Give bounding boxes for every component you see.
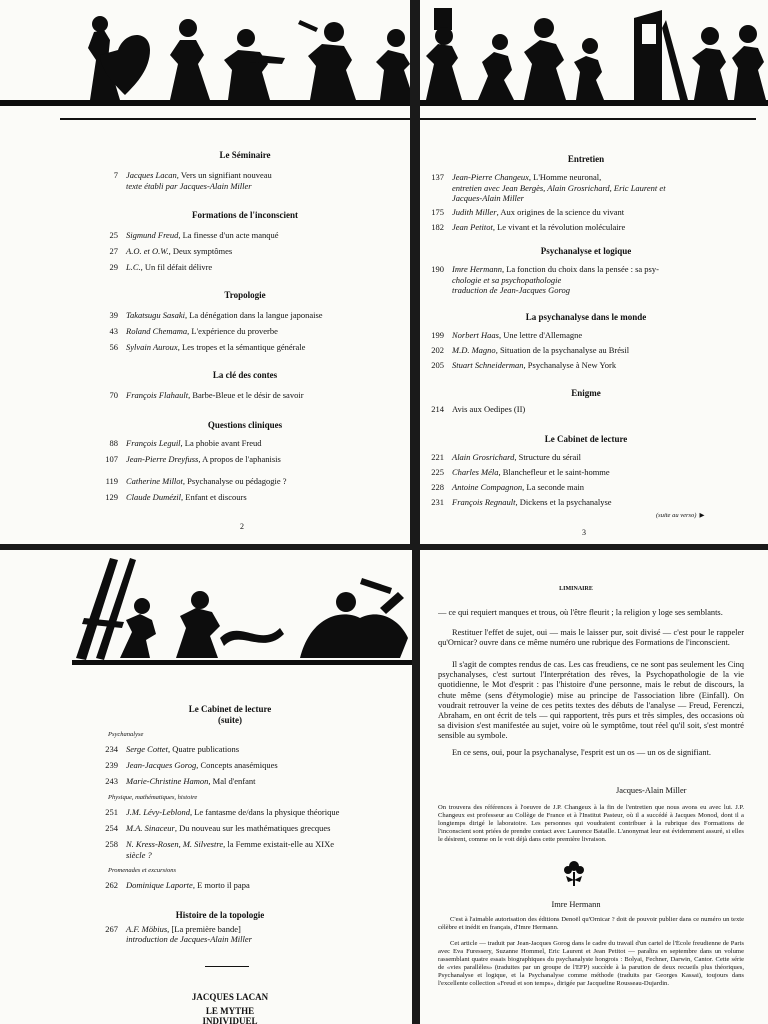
toc-page-number: 225	[431, 467, 444, 477]
group-label: Promenades et excursions	[108, 867, 176, 874]
toc-entry	[418, 360, 616, 370]
toc-entry	[92, 760, 278, 770]
toc-author: Jean-Jacques Gorog	[126, 760, 197, 770]
group-label: Physique, mathématiques, histoire	[108, 794, 198, 801]
toc-author: A.F. Möbius	[126, 924, 168, 934]
toc-entry	[92, 823, 330, 833]
toc-entry-line: texte établi par Jacques-Alain Miller	[126, 181, 252, 191]
toc-author: Charles Méla	[452, 467, 499, 477]
toc-title: Deux symptômes	[172, 246, 233, 256]
toc-entry-text: Antoine Compagnon, La seconde main	[452, 482, 584, 492]
toc-author: Catherine Millot	[126, 476, 183, 486]
toc-entry	[92, 246, 232, 256]
toc-page-number: 175	[431, 207, 444, 217]
toc-page-number: 243	[105, 776, 118, 786]
section-heading: Entretien	[567, 154, 605, 164]
toc-entry-text	[452, 404, 525, 414]
toc-page-number: 239	[105, 760, 118, 770]
toc-author: Serge Cottet	[126, 744, 168, 754]
toc-title: La fonction du choix dans la pensée : sa psy-	[506, 264, 659, 274]
toc-entry	[92, 492, 247, 502]
toc-entry	[92, 390, 304, 400]
toc-page-number: 228	[431, 482, 444, 492]
page-right-bottom	[416, 548, 768, 1024]
toc-entry	[92, 476, 287, 486]
toc-entry	[92, 262, 212, 272]
toc-entry-text: François Regnault, Dickens et la psychanalyse	[452, 497, 612, 507]
toc-author: Sylvain Auroux	[126, 342, 178, 352]
toc-title: Quatre publications	[172, 744, 240, 754]
toc-author: Jean Petitot	[452, 222, 493, 232]
section-heading: La psychanalyse dans le monde	[525, 312, 647, 322]
flower-ornament	[562, 858, 586, 890]
toc-entry-text: Catherine Millot, Psychanalyse ou pédagogie ?	[126, 476, 287, 486]
toc-page-number: 258	[105, 839, 118, 849]
toc-entry-line: traduction de Jean-Jacques Gorog	[452, 285, 570, 295]
toc-page-number: 129	[105, 492, 118, 502]
section-heading: Le Séminaire	[219, 150, 271, 160]
section-heading: Questions cliniques	[207, 420, 283, 430]
toc-page-number: 202	[431, 345, 444, 355]
toc-title: Enfant et discours	[185, 492, 247, 502]
toc-entry-text: Marie-Christine Hamon, Mal d'enfant	[126, 776, 256, 786]
toc-author: Claude Dumézil	[126, 492, 182, 502]
toc-entry-text: Alain Grosrichard, Structure du sérail	[452, 452, 581, 462]
toc-entry	[418, 207, 624, 217]
group-label: Psychanalyse	[108, 731, 144, 738]
toc-title: Les tropes et la sémantique générale	[181, 342, 306, 352]
toc-entry-text: Roland Chemama, L'expérience du proverbe	[126, 326, 278, 336]
toc-entry-text: Claude Dumézil, Enfant et discours	[126, 492, 247, 502]
toc-author: François Leguil	[126, 438, 181, 448]
toc-title: Mal d'enfant	[212, 776, 256, 786]
toc-author: N. Kress-Rosen, M. Silvestre	[126, 839, 224, 849]
toc-author: L.C.	[126, 262, 141, 272]
toc-title: Concepts anasémiques	[200, 760, 278, 770]
toc-author: Jean-Pierre Dreyfuss	[126, 454, 199, 464]
toc-entry	[418, 222, 625, 232]
toc-entry-text: Jean-Pierre Dreyfuss, A propos de l'aphanisis	[126, 454, 281, 464]
toc-title: Une lettre d'Allemagne	[503, 330, 583, 340]
toc-title: Aux origines de la science du vivant	[500, 207, 625, 217]
toc-title: La dénégation dans la langue japonaise	[189, 310, 323, 320]
toc-entry-line: Jacques-Alain Miller	[452, 193, 524, 203]
toc-page-number: 199	[431, 330, 444, 340]
continued-note: (suite au verso) ▶	[656, 512, 705, 519]
toc-entry	[92, 326, 278, 336]
toc-page-number: 137	[431, 172, 444, 182]
toc-title: Psychanalyse ou pédagogie ?	[187, 476, 287, 486]
toc-entry-text: J.M. Lévy-Leblond, Le fantasme de/dans la physique théorique	[126, 807, 340, 817]
toc-entry-line: chologie et sa psychopathologie	[452, 275, 562, 285]
toc-page-number: 29	[109, 262, 118, 272]
toc-title: Le vivant et la révolution moléculaire	[497, 222, 626, 232]
toc-entry-text: Imre Hermann, La fonction du choix dans la pensée : sa psy-	[452, 264, 659, 274]
toc-entry	[418, 482, 584, 492]
gutter-vertical	[410, 0, 420, 548]
toc-entry	[418, 264, 659, 274]
section-heading: Le Cabinet de lecture	[544, 434, 628, 444]
toc-page-number: 88	[109, 438, 118, 448]
liminaire-paragraph: — ce qui requiert manques et trous, où l'être fleurit ; la religion y loge ses semblants.	[438, 608, 723, 617]
toc-entry	[92, 342, 305, 352]
toc-entry	[418, 497, 612, 507]
page-number: 3	[582, 528, 586, 537]
section-heading: Le Cabinet de lecture	[188, 704, 272, 714]
toc-page-number: 267	[105, 924, 118, 934]
toc-entry	[418, 330, 582, 340]
liminaire-paragraph: Restituer l'effet de sujet, oui — mais le laisser pur, soit divisé — c'est pour le rappeler qu'Ornicar? ouvre dans ce même numéro une rubrique des Formations de l'inconscient.	[438, 628, 744, 648]
toc-author: François Flahault	[126, 390, 189, 400]
toc-author: Dominique Laporte	[126, 880, 193, 890]
editor-note: On trouvera des références à l'oeuvre de J.P. Changeux à la fin de l'entretien que nous avons eu avec lui. J.P. Changeux est professeur au Collège de France et à l'Institut Pasteur, où il a succédé à Jacques Monod, dont il a longtemps dirigé le laboratoire. Les personnes qui voudraient contribuer à la rubrique des Formations de l'inconscient sont priées de prendre contact avec Laurence Bataille. L'anonymat leur est évidemment assuré, si elles le désirent, comme on le voit déjà dans cette première livraison.	[438, 804, 744, 843]
toc-title: Dickens et la psychanalyse	[519, 497, 612, 507]
toc-title: Situation de la psychanalyse au Brésil	[499, 345, 630, 355]
toc-entry	[92, 438, 262, 448]
toc-entry	[92, 744, 239, 754]
section-heading-topology: Histoire de la topologie	[175, 910, 265, 920]
toc-author: François Regnault	[452, 497, 516, 507]
toc-title: Vers un signifiant nouveau	[180, 170, 272, 180]
toc-title: La phobie avant Freud	[184, 438, 262, 448]
toc-page-number: 119	[105, 476, 118, 486]
book-title-line: LE MYTHE	[205, 1006, 255, 1016]
toc-entry-line: introduction de Jacques-Alain Miller	[126, 934, 252, 944]
toc-entry-text: François Flahault, Barbe-Bleue et le désir de savoir	[126, 390, 304, 400]
toc-entry	[418, 404, 525, 414]
toc-page-number: 221	[431, 452, 444, 462]
toc-page-number: 39	[109, 310, 118, 320]
toc-page-number: 56	[109, 342, 118, 352]
toc-author: Jacques Lacan	[126, 170, 177, 180]
toc-page-number: 231	[431, 497, 444, 507]
toc-entry: 267 A.F. Möbius, [La première bande]	[92, 924, 241, 934]
toc-entry-text: M.D. Magno, Situation de la psychanalyse au Brésil	[452, 345, 630, 355]
toc-author: Jean-Pierre Changeux	[452, 172, 529, 182]
section-heading: La clé des contes	[212, 370, 278, 380]
toc-author: A.O. et O.W.	[126, 246, 169, 256]
toc-page-number: 234	[105, 744, 118, 754]
toc-page-number: 254	[105, 823, 118, 833]
toc-entry-text: Stuart Schneiderman, Psychanalyse à New York	[452, 360, 617, 370]
header-rule	[60, 118, 416, 120]
gutter-horizontal	[0, 544, 768, 550]
toc-entry-text: Norbert Haas, Une lettre d'Allemagne	[452, 330, 583, 340]
toc-entry	[418, 452, 581, 462]
header-rule	[416, 118, 756, 120]
section-label: LIMINAIRE	[559, 586, 593, 592]
hermann-paragraph: C'est à l'aimable autorisation des éditions Denoël qu'Ornicar ? doit de pouvoir publier dans ce numéro un texte célèbre et inédit en français, d'Imre Hermann.	[438, 916, 744, 931]
toc-page-number: 190	[431, 264, 444, 274]
silhouette-frieze-bottom-left	[0, 548, 416, 668]
toc-page-number: 262	[105, 880, 118, 890]
toc-entry	[418, 172, 601, 182]
toc-author: Stuart Schneiderman	[452, 360, 524, 370]
toc-entry-line: siècle ?	[126, 850, 152, 860]
toc-title: Psychanalyse à New York	[527, 360, 617, 370]
toc-entry	[418, 345, 629, 355]
toc-entry	[92, 776, 256, 786]
toc-entry-text: Dominique Laporte, E morto il papa	[126, 880, 250, 890]
book-title-line: INDIVIDUEL	[202, 1016, 258, 1024]
toc-author: M.A. Sinaceur	[126, 823, 175, 833]
book-author: JACQUES LACAN	[191, 992, 269, 1002]
page-right-top	[416, 0, 768, 548]
toc-author: Alain Grosrichard	[452, 452, 515, 462]
toc-page-number: 214	[431, 404, 444, 414]
toc-entry	[92, 839, 334, 849]
toc-entry-text: Jacques Lacan, Vers un signifiant nouveau	[126, 170, 272, 180]
toc-page-number: 70	[109, 390, 118, 400]
toc-author: Antoine Compagnon	[452, 482, 523, 492]
toc-title: L'expérience du proverbe	[191, 326, 278, 336]
toc-entry-text: M.A. Sinaceur, Du nouveau sur les mathématiques grecques	[126, 823, 331, 833]
toc-entry-text: Jean-Pierre Changeux, L'Homme neuronal,	[452, 172, 602, 182]
toc-entry	[92, 807, 339, 817]
gutter-vertical	[412, 548, 420, 1024]
toc-entry-line: entretien avec Jean Bergès, Alain Grosrichard, Eric Laurent et	[452, 183, 666, 193]
toc-entry-text: N. Kress-Rosen, M. Silvestre, la Femme existait-elle au XIXe	[126, 839, 335, 849]
toc-author: Norbert Haas	[452, 330, 499, 340]
toc-entry-text: Takatsugu Sasaki, La dénégation dans la langue japonaise	[126, 310, 323, 320]
toc-title: L'Homme neuronal,	[533, 172, 602, 182]
toc-page-number: 27	[109, 246, 118, 256]
divider	[205, 966, 249, 967]
section-heading: Enigme	[571, 388, 601, 398]
toc-page-number: 182	[431, 222, 444, 232]
toc-page-number: 251	[105, 807, 118, 817]
toc-author: Roland Chemama	[126, 326, 188, 336]
toc-entry-text: Jean-Jacques Gorog, Concepts anasémiques	[126, 760, 278, 770]
toc-page-number: 107	[105, 454, 118, 464]
page-number: 2	[240, 522, 244, 531]
toc-author: Takatsugu Sasaki	[126, 310, 185, 320]
toc-title: Avis aux Oedipes (II)	[452, 404, 526, 414]
toc-title: [La première bande]	[171, 924, 241, 934]
toc-entry-text: Jean Petitot, Le vivant et la révolution moléculaire	[452, 222, 626, 232]
toc-title: A propos de l'aphanisis	[202, 454, 281, 464]
toc-entry-text: Charles Méla, Blanchefleur et le saint-homme	[452, 467, 610, 477]
toc-author: Marie-Christine Hamon	[126, 776, 209, 786]
toc-entry	[92, 454, 281, 464]
toc-title: La finesse d'un acte manqué	[182, 230, 279, 240]
toc-entry-text: Judith Miller, Aux origines de la science du vivant	[452, 207, 625, 217]
section-heading: Formations de l'inconscient	[192, 210, 298, 220]
toc-author: Sigmund Freud	[126, 230, 179, 240]
toc-title: La seconde main	[526, 482, 584, 492]
section-heading: Psychanalyse et logique	[540, 246, 632, 256]
section-title-hermann: Imre Hermann	[551, 900, 601, 909]
toc-title: Structure du sérail	[518, 452, 581, 462]
silhouette-frieze-top-right	[416, 0, 768, 110]
toc-entry-text: L.C., Un fil défait délivre	[126, 262, 213, 272]
toc-entry	[92, 170, 272, 180]
toc-page-number: 25	[109, 230, 118, 240]
toc-entry	[92, 880, 250, 890]
silhouette-frieze-top-left	[0, 0, 416, 110]
toc-page-number: 205	[431, 360, 444, 370]
toc-entry-text: Serge Cottet, Quatre publications	[126, 744, 240, 754]
toc-entry-text: François Leguil, La phobie avant Freud	[126, 438, 262, 448]
liminaire-paragraph: En ce sens, oui, pour la psychanalyse, l'esprit est un os — un os de signifiant.	[452, 748, 711, 757]
section-heading-suite: (suite)	[218, 715, 242, 725]
liminaire-paragraph: Il s'agit de comptes rendus de cas. Les cas freudiens, ce ne sont pas seulement les Cinq psychanalyses, c'est surtout l'Interprétation des rêves, la Psychopathologie de la vie quotidienne, le Mot d'esprit : pas l'histoire d'une personne, mais le rebut de discours, la chute même (sens d'étymologie) mise au principe de l'association libre (Einfall). On voudrait retrouver la veine de ces petits textes des débuts de l'analyse — Freud, Ferenczi, Abraham, en ont écrit de tels — qui rapportent, très purs et très simples, des occasions où sa division s'est manifestée au sujet, voire où le symptôme, tout réel qu'il soit, s'est montré sensible au symbole.	[438, 660, 744, 741]
toc-title: E morto il papa	[197, 880, 250, 890]
toc-entry-text: Sigmund Freud, La finesse d'un acte manqué	[126, 230, 279, 240]
toc-author: J.M. Lévy-Leblond	[126, 807, 190, 817]
toc-title: Du nouveau sur les mathématiques grecques	[179, 823, 331, 833]
toc-entry	[92, 230, 279, 240]
toc-title: Barbe-Bleue et le désir de savoir	[192, 390, 304, 400]
hermann-paragraph: Cet article — traduit par Jean-Jacques Gorog dans le cadre du travail d'un cartel de l'École freudienne de Paris avec Eva Furessery, Suzanne Hommel, Eric Laurent et Jean Petitot — paraîtra en septembre dans un volume rassemblant quatre essais biographiques du psychanalyste hongrois : Bolyai, Fechner, Darwin, Cantor. Cette série de «vies parallèles» (traduites par un groupe de l'EFP) succède à la parution de deux recueils plus théoriques, Psychanalyse et logique, et la Psychanalyse comme méthode (traduits par Georges Kassai), toujours dans l'excellente collection «Freud et son temps», dirigée par Jacqueline Rousseau-Dujardin.	[438, 940, 744, 987]
toc-page-number: 7	[113, 170, 118, 180]
arrow-right-icon: ▶	[699, 512, 705, 519]
page-left-bottom	[0, 548, 416, 1024]
signature: Jacques-Alain Miller	[616, 786, 687, 795]
toc-author: M.D. Magno	[452, 345, 496, 355]
toc-author: Judith Miller	[452, 207, 497, 217]
toc-title: la Femme existait-elle au XIXe	[227, 839, 335, 849]
toc-title: Un fil défait délivre	[144, 262, 213, 272]
toc-entry	[418, 467, 610, 477]
toc-entry-text: A.O. et O.W., Deux symptômes	[126, 246, 233, 256]
section-heading: Tropologie	[224, 290, 266, 300]
toc-entry-text: Sylvain Auroux, Les tropes et la sémantique générale	[126, 342, 306, 352]
toc-title: Le fantasme de/dans la physique théorique	[194, 807, 340, 817]
page-left-top	[0, 0, 416, 548]
toc-author: Imre Hermann	[452, 264, 502, 274]
toc-title: Blanchefleur et le saint-homme	[502, 467, 610, 477]
toc-entry	[92, 310, 323, 320]
toc-page-number: 43	[109, 326, 118, 336]
